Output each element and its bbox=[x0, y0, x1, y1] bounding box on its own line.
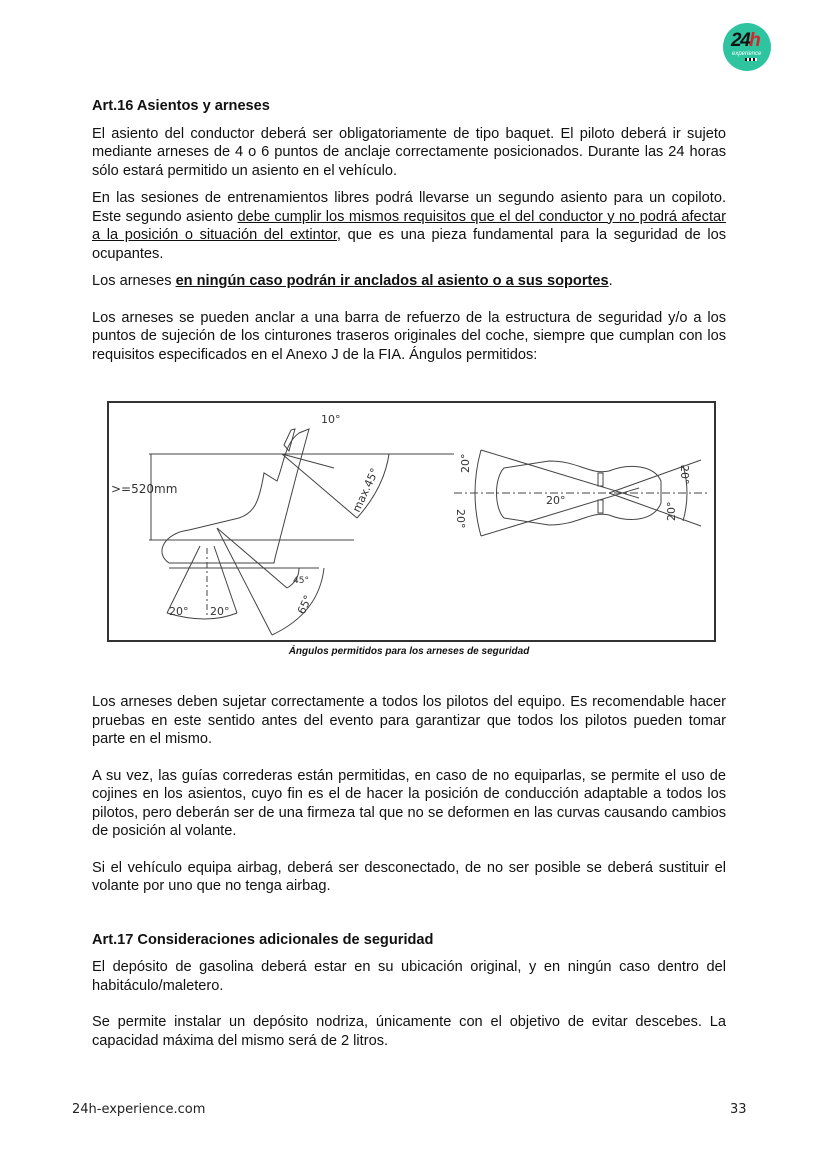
label-lap-right: 20° bbox=[210, 605, 230, 618]
label-plan-right-top: 20° bbox=[678, 465, 691, 485]
label-plan-center: 20° bbox=[546, 494, 566, 507]
label-crotch-a: 45° bbox=[293, 576, 309, 586]
label-plan-right-bottom: 20° bbox=[665, 501, 678, 521]
diagram-svg bbox=[109, 403, 714, 640]
art16-paragraph-4: Los arneses se pueden anclar a una barra de refuerzo de la estructura de seguridad y/o a los puntos de sujeción de los cinturones traseros originales del coche, siempre que cumplan con los requisitos especificados en el Anexo J de la FIA. Ángulos permitidos: bbox=[92, 309, 726, 363]
figure-caption: Ángulos permitidos para los arneses de seguridad bbox=[288, 646, 530, 657]
label-height: >=520mm bbox=[111, 482, 178, 496]
logo-subtext: experience bbox=[732, 51, 762, 57]
label-shoulder-max: max.45° bbox=[349, 466, 382, 515]
page-content bbox=[92, 97, 726, 364]
label-crotch-b: 65° bbox=[294, 593, 315, 617]
art16-paragraph-7: Si el vehículo equipa airbag, deberá ser desconectado, de no ser posible se deberá sustituir el volante por uno que no tenga airbag. bbox=[92, 859, 726, 894]
art17-paragraph-2: Se permite instalar un depósito nodriza, únicamente con el objetivo de evitar descebes. La capacidad máxima del mismo será de 2 litros. bbox=[92, 1014, 726, 1049]
art16-paragraph-3: Los arneses en ningún caso podrán ir anclados al asiento o a sus soportes. bbox=[92, 273, 613, 289]
page-number: 33 bbox=[730, 1102, 747, 1117]
art17-title: Art.17 Consideraciones adicionales de seguridad bbox=[92, 931, 434, 948]
art16-paragraph-1: El asiento del conductor deberá ser obligatoriamente de tipo baquet. El piloto deberá ir sujeto mediante arneses de 4 o 6 puntos de anclaje correctamente posicionados. Durante las 24 horas sólo estará permitido un asiento en el vehículo. bbox=[92, 125, 726, 179]
label-plan-left-top: 20° bbox=[459, 453, 472, 473]
label-lap-left: 20° bbox=[169, 605, 189, 618]
art16-paragraph-2: En las sesiones de entrenamientos libres podrá llevarse un segundo asiento para un copiloto. Este segundo asiento debe cumplir los mismos requisitos que el del conductor y no podrá afectar a la posición o situación del extintor, que es una pieza fundamental para la seguridad de los ocupantes. bbox=[92, 190, 726, 262]
art17-paragraph-1: El depósito de gasolina deberá estar en su ubicación original, y en ningún caso dentro del habitáculo/maletero. bbox=[92, 959, 726, 994]
logo-24h-experience bbox=[723, 23, 771, 71]
bold-underlined-text: en ningún caso podrán ir anclados al asiento o a sus soportes bbox=[175, 273, 609, 289]
art16-paragraph-5: Los arneses deben sujetar correctamente a todos los pilotos del equipo. Es recomendable hacer pruebas en este sentido antes del evento para garantizar que todos los pilotos pueden tomar parte en el mismo. bbox=[92, 694, 726, 747]
checkered-flag-icon bbox=[745, 58, 757, 61]
page-content-lower bbox=[92, 693, 726, 1050]
art16-title: Art.16 Asientos y arneses bbox=[92, 98, 270, 114]
label-top-angle: 10° bbox=[321, 413, 341, 426]
logo-text: 24h bbox=[731, 30, 760, 51]
underlined-text: debe cumplir los mismos requisitos que el del conductor y no podrá afectar a la posición o situación del extintor, bbox=[92, 208, 726, 243]
footer-website: 24h-experience.com bbox=[72, 1102, 206, 1117]
label-plan-left-bottom: 20° bbox=[454, 509, 467, 529]
harness-angles-diagram bbox=[107, 401, 716, 642]
art16-paragraph-6: A su vez, las guías correderas están permitidas, en caso de no equiparlas, se permite el uso de cojines en los asientos, cuyo fin es el de hacer la posición de conducción adaptable a todos los pilotos, pero deberán ser de una firmeza tal que no se deformen en las curvas causando cambios de posición al volante. bbox=[92, 767, 726, 839]
